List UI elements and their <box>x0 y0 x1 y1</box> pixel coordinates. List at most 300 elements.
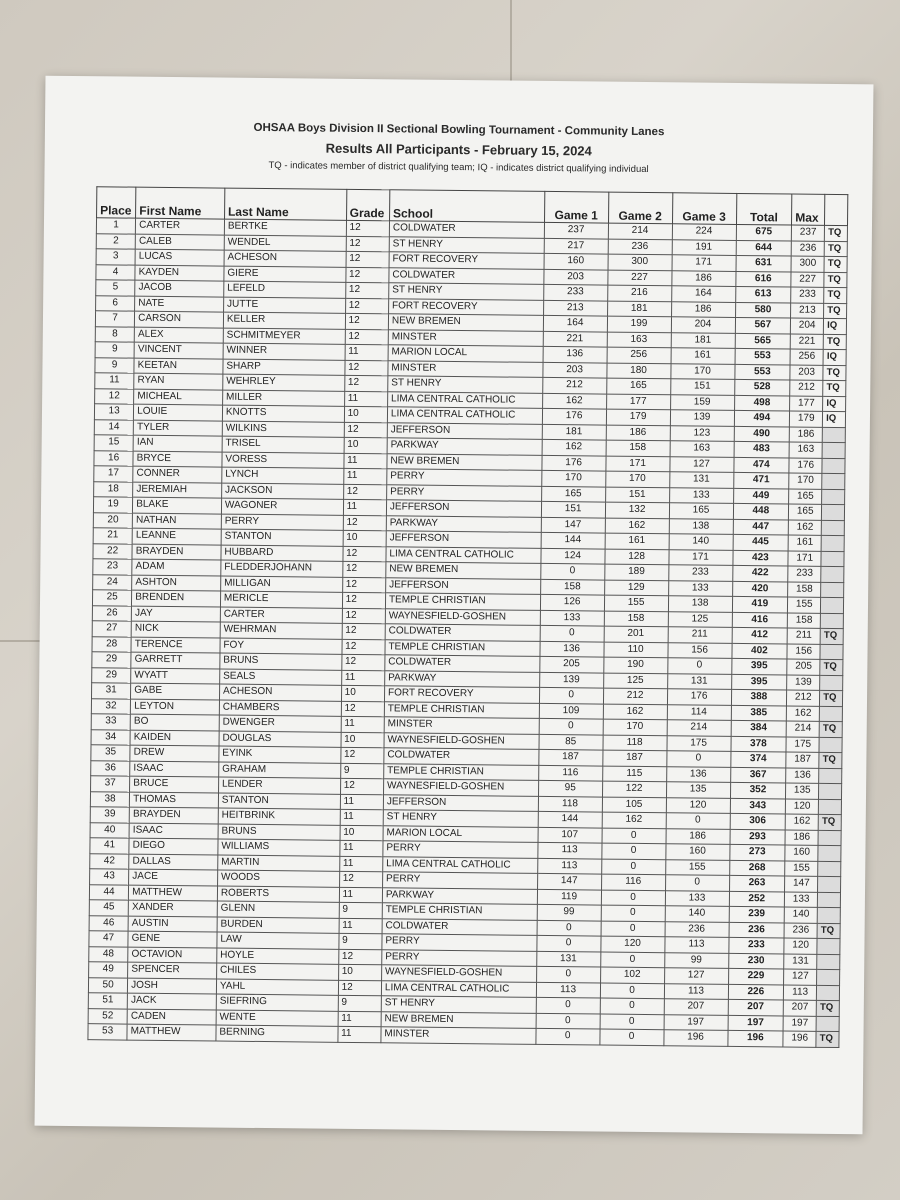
cell-place: 7 <box>95 311 134 327</box>
cell-last-name: BURDEN <box>217 917 339 934</box>
cell-first-name: BRENDEN <box>132 590 221 606</box>
cell-place: 19 <box>93 497 132 513</box>
cell-grade: 11 <box>341 716 384 732</box>
cell-grade: 11 <box>344 391 387 407</box>
cell-total: 422 <box>732 565 788 581</box>
cell-school: WAYNESFIELD-GOSHEN <box>381 965 536 982</box>
legend-note: TQ - indicates member of district qualifying team; IQ - indicates district qualifying individual <box>268 160 649 176</box>
cell-max: 113 <box>784 984 817 1000</box>
cell-grade: 11 <box>344 453 387 469</box>
cell-game-1: 113 <box>538 842 602 858</box>
cell-school: TEMPLE CHRISTIAN <box>385 639 540 656</box>
cell-game-2: 0 <box>601 921 665 937</box>
cell-first-name: JACOB <box>135 280 224 296</box>
cell-place: 38 <box>90 791 129 807</box>
cell-total: 197 <box>728 1015 784 1031</box>
cell-total: 423 <box>732 550 788 566</box>
cell-qualifier: IQ <box>824 318 847 334</box>
cell-school: JEFFERSON <box>387 422 542 439</box>
cell-max: 162 <box>787 705 820 721</box>
cell-school: PARKWAY <box>386 515 541 532</box>
cell-game-2: 105 <box>602 797 666 813</box>
cell-game-1: 85 <box>539 734 603 750</box>
cell-max: 186 <box>789 427 822 443</box>
cell-game-2: 0 <box>600 983 664 999</box>
cell-game-1: 165 <box>541 486 605 502</box>
cell-game-2: 162 <box>602 812 666 828</box>
cell-first-name: CONNER <box>133 466 222 482</box>
cell-qualifier <box>817 938 840 954</box>
cell-last-name: HOYLE <box>217 948 339 965</box>
cell-max: 227 <box>791 272 824 288</box>
cell-school: MINSTER <box>388 360 543 377</box>
cell-qualifier <box>820 644 843 660</box>
cell-place: 32 <box>91 698 130 714</box>
cell-place: 28 <box>92 636 131 652</box>
cell-qualifier: IQ <box>823 411 846 427</box>
cell-max: 165 <box>789 504 822 520</box>
cell-max: 196 <box>783 1031 816 1047</box>
cell-qualifier <box>816 1016 839 1032</box>
cell-school: COLDWATER <box>389 221 544 238</box>
cell-total: 528 <box>734 379 790 395</box>
cell-grade: 12 <box>345 329 388 345</box>
cell-first-name: JOSH <box>128 978 217 994</box>
cell-game-2: 128 <box>605 549 669 565</box>
cell-first-name: RYAN <box>134 373 223 389</box>
floor-grout-line <box>0 640 40 642</box>
cell-total: 230 <box>728 953 784 969</box>
cell-first-name: TERENCE <box>131 637 220 653</box>
cell-game-1: 0 <box>536 1028 600 1044</box>
cell-school: PARKWAY <box>385 670 540 687</box>
document-title: OHSAA Boys Division II Sectional Bowling Tournament - Community Lanes <box>253 121 665 139</box>
cell-max: 175 <box>786 736 819 752</box>
cell-game-1: 95 <box>538 780 602 796</box>
cell-place: 2 <box>96 233 135 249</box>
cell-place: 23 <box>93 559 132 575</box>
cell-game-1: 109 <box>539 703 603 719</box>
cell-place: 24 <box>93 574 132 590</box>
cell-game-3: 186 <box>666 828 730 844</box>
cell-game-1: 187 <box>538 749 602 765</box>
cell-place: 35 <box>91 745 130 761</box>
cell-place: 13 <box>94 404 133 420</box>
cell-game-3: 125 <box>668 611 732 627</box>
cell-last-name: ROBERTS <box>217 886 339 903</box>
cell-first-name: JACK <box>127 993 216 1009</box>
cell-qualifier: TQ <box>819 752 842 768</box>
cell-qualifier <box>822 442 845 458</box>
cell-game-1: 0 <box>536 997 600 1013</box>
cell-qualifier <box>822 473 845 489</box>
cell-game-3: 127 <box>664 968 728 984</box>
cell-game-3: 99 <box>664 952 728 968</box>
cell-max: 133 <box>785 891 818 907</box>
cell-game-2: 118 <box>603 735 667 751</box>
cell-first-name: MATTHEW <box>127 1024 216 1040</box>
cell-qualifier: TQ <box>823 365 846 381</box>
cell-grade: 12 <box>342 561 385 577</box>
cell-total: 263 <box>729 875 785 891</box>
cell-qualifier <box>818 876 841 892</box>
cell-last-name: HUBBARD <box>221 545 343 562</box>
cell-first-name: LOUIE <box>134 404 223 420</box>
cell-grade: 11 <box>338 1011 381 1027</box>
cell-game-3: 191 <box>672 239 736 255</box>
cell-max: 176 <box>789 458 822 474</box>
cell-place: 48 <box>89 946 128 962</box>
cell-first-name: KAYDEN <box>135 265 224 281</box>
cell-last-name: WENTE <box>216 1010 338 1027</box>
cell-place: 4 <box>96 264 135 280</box>
cell-total: 494 <box>734 410 790 426</box>
cell-place: 45 <box>89 900 128 916</box>
cell-max: 214 <box>786 721 819 737</box>
cell-first-name: LEYTON <box>131 699 220 715</box>
cell-max: 160 <box>785 845 818 861</box>
cell-game-2: 0 <box>600 998 664 1014</box>
cell-grade: 11 <box>341 670 384 686</box>
cell-game-3: 131 <box>667 673 731 689</box>
cell-game-1: 170 <box>541 470 605 486</box>
cell-max: 171 <box>788 550 821 566</box>
cell-game-2: 189 <box>604 564 668 580</box>
cell-max: 236 <box>784 922 817 938</box>
cell-last-name: KELLER <box>223 312 345 329</box>
cell-qualifier: TQ <box>817 923 840 939</box>
cell-game-1: 113 <box>537 858 601 874</box>
cell-grade: 9 <box>339 902 382 918</box>
cell-total: 553 <box>734 364 790 380</box>
cell-first-name: JAY <box>132 606 221 622</box>
cell-game-1: 99 <box>537 904 601 920</box>
cell-max: 203 <box>790 365 823 381</box>
cell-first-name: VINCENT <box>134 342 223 358</box>
cell-last-name: WILKINS <box>222 421 344 438</box>
cell-school: FORT RECOVERY <box>384 686 539 703</box>
cell-qualifier <box>819 737 842 753</box>
cell-last-name: ACHESON <box>224 250 346 267</box>
col-header-max: Max <box>792 194 825 225</box>
cell-max: 158 <box>788 581 821 597</box>
cell-first-name: ADAM <box>132 559 221 575</box>
col-header-last-name: Last Name <box>224 188 346 220</box>
cell-grade: 11 <box>340 809 383 825</box>
cell-place: 27 <box>92 621 131 637</box>
cell-max: 179 <box>790 411 823 427</box>
cell-school: NEW BREMEN <box>386 562 541 579</box>
cell-first-name: BLAKE <box>133 497 222 513</box>
cell-game-1: 158 <box>540 579 604 595</box>
cell-game-1: 221 <box>543 331 607 347</box>
cell-total: 567 <box>735 317 791 333</box>
col-header-game-3: Game 3 <box>672 193 736 225</box>
cell-game-1: 144 <box>538 811 602 827</box>
cell-game-1: 136 <box>540 641 604 657</box>
cell-total: 378 <box>730 736 786 752</box>
cell-total: 273 <box>729 844 785 860</box>
cell-max: 233 <box>791 287 824 303</box>
cell-total: 498 <box>734 395 790 411</box>
cell-school: PARKWAY <box>382 887 537 904</box>
cell-qualifier <box>820 675 843 691</box>
cell-max: 213 <box>791 303 824 319</box>
cell-total: 420 <box>732 581 788 597</box>
cell-total: 644 <box>736 240 792 256</box>
col-header-grade: Grade <box>346 189 390 220</box>
cell-total: 471 <box>733 472 789 488</box>
cell-game-1: 131 <box>536 951 600 967</box>
col-header-school: School <box>389 190 544 223</box>
cell-grade: 12 <box>345 267 388 283</box>
cell-school: PERRY <box>383 841 538 858</box>
cell-grade: 12 <box>342 608 385 624</box>
cell-place: 21 <box>93 528 132 544</box>
cell-school: PERRY <box>382 949 537 966</box>
cell-first-name: GENE <box>128 931 217 947</box>
cell-max: 158 <box>787 612 820 628</box>
cell-game-2: 190 <box>603 657 667 673</box>
cell-last-name: WILLIAMS <box>218 839 340 856</box>
cell-game-2: 0 <box>601 905 665 921</box>
cell-grade: 12 <box>338 949 381 965</box>
cell-first-name: LUCAS <box>135 249 224 265</box>
cell-game-3: 131 <box>669 472 733 488</box>
cell-qualifier <box>820 613 843 629</box>
cell-game-3: 197 <box>664 1014 728 1030</box>
cell-last-name: WENDEL <box>224 235 346 252</box>
cell-game-2: 170 <box>603 719 667 735</box>
cell-qualifier <box>821 520 844 536</box>
cell-school: WAYNESFIELD-GOSHEN <box>383 779 538 796</box>
cell-total: 293 <box>730 829 786 845</box>
cell-first-name: BRAYDEN <box>129 807 218 823</box>
cell-place: 34 <box>91 729 130 745</box>
cell-grade: 11 <box>343 468 386 484</box>
cell-place: 9 <box>95 342 134 358</box>
cell-total: 236 <box>729 922 785 938</box>
cell-school: JEFFERSON <box>383 794 538 811</box>
cell-grade: 12 <box>343 515 386 531</box>
cell-grade: 11 <box>339 887 382 903</box>
cell-qualifier: IQ <box>823 349 846 365</box>
cell-game-2: 201 <box>604 626 668 642</box>
cell-total: 449 <box>733 488 789 504</box>
cell-total: 374 <box>730 751 786 767</box>
cell-game-2: 115 <box>602 766 666 782</box>
cell-total: 445 <box>733 534 789 550</box>
cell-grade: 12 <box>343 546 386 562</box>
cell-max: 197 <box>783 1015 816 1031</box>
cell-game-1: 126 <box>540 594 604 610</box>
cell-grade: 12 <box>341 701 384 717</box>
cell-place: 3 <box>96 249 135 265</box>
cell-game-3: 161 <box>671 348 735 364</box>
cell-game-3: 135 <box>666 782 730 798</box>
cell-place: 29 <box>92 667 131 683</box>
cell-place: 17 <box>94 466 133 482</box>
col-header-game-2: Game 2 <box>608 192 672 224</box>
col-header-total: Total <box>736 193 792 225</box>
cell-last-name: FLEDDERJOHANN <box>221 560 343 577</box>
cell-last-name: STANTON <box>221 529 343 546</box>
cell-first-name: MATTHEW <box>129 885 218 901</box>
cell-qualifier: TQ <box>818 814 841 830</box>
cell-game-2: 151 <box>605 487 669 503</box>
cell-game-1: 139 <box>539 672 603 688</box>
cell-game-1: 164 <box>543 315 607 331</box>
cell-place: 36 <box>91 760 130 776</box>
cell-game-1: 162 <box>542 393 606 409</box>
cell-total: 402 <box>731 643 787 659</box>
cell-game-2: 155 <box>604 595 668 611</box>
cell-game-2: 158 <box>604 611 668 627</box>
cell-game-1: 116 <box>538 765 602 781</box>
cell-qualifier <box>817 969 840 985</box>
cell-game-3: 159 <box>670 394 734 410</box>
cell-game-2: 0 <box>600 952 664 968</box>
cell-qualifier <box>821 582 844 598</box>
cell-max: 212 <box>790 380 823 396</box>
cell-max: 163 <box>789 442 822 458</box>
cell-total: 631 <box>736 255 792 271</box>
cell-qualifier: TQ <box>824 241 847 257</box>
cell-grade: 12 <box>339 871 382 887</box>
cell-max: 155 <box>788 597 821 613</box>
cell-total: 388 <box>731 689 787 705</box>
cell-game-1: 147 <box>541 517 605 533</box>
cell-game-3: 176 <box>667 689 731 705</box>
results-body <box>88 218 848 1047</box>
cell-max: 165 <box>789 489 822 505</box>
col-header-place: Place <box>97 187 137 218</box>
cell-grade: 10 <box>344 437 387 453</box>
cell-place: 49 <box>89 962 128 978</box>
cell-max: 147 <box>785 876 818 892</box>
cell-school: MINSTER <box>381 1027 536 1044</box>
cell-grade: 12 <box>345 313 388 329</box>
cell-game-3: 0 <box>666 813 730 829</box>
cell-grade: 12 <box>344 375 387 391</box>
cell-qualifier <box>821 597 844 613</box>
cell-game-2: 0 <box>602 828 666 844</box>
cell-first-name: GARRETT <box>131 652 220 668</box>
cell-last-name: GIERE <box>224 266 346 283</box>
cell-school: NEW BREMEN <box>381 1011 536 1028</box>
cell-first-name: OCTAVION <box>128 947 217 963</box>
cell-game-3: 138 <box>669 518 733 534</box>
cell-game-1: 237 <box>544 222 608 238</box>
cell-max: 237 <box>792 225 825 241</box>
cell-total: 395 <box>731 658 787 674</box>
cell-game-3: 160 <box>665 844 729 860</box>
cell-last-name: MERICLE <box>220 591 342 608</box>
cell-grade: 10 <box>344 406 387 422</box>
cell-qualifier: TQ <box>816 1000 839 1016</box>
cell-total: 412 <box>732 627 788 643</box>
cell-game-1: 217 <box>544 238 608 254</box>
cell-game-1: 181 <box>542 424 606 440</box>
cell-last-name: EYINK <box>219 746 341 763</box>
cell-grade: 11 <box>339 918 382 934</box>
cell-max: 187 <box>786 752 819 768</box>
cell-game-3: 120 <box>666 797 730 813</box>
cell-game-2: 163 <box>607 332 671 348</box>
cell-place: 31 <box>92 683 131 699</box>
cell-max: 155 <box>785 860 818 876</box>
cell-first-name: KAIDEN <box>130 730 219 746</box>
cell-max: 131 <box>784 953 817 969</box>
cell-game-3: 196 <box>663 1030 727 1046</box>
cell-game-2: 199 <box>607 316 671 332</box>
col-header-first-name: First Name <box>136 187 225 219</box>
cell-first-name: GABE <box>131 683 220 699</box>
cell-first-name: BO <box>130 714 219 730</box>
cell-game-3: 163 <box>670 441 734 457</box>
cell-game-2: 102 <box>600 967 664 983</box>
cell-first-name: MICHEAL <box>134 389 223 405</box>
cell-place: 1 <box>96 218 135 234</box>
cell-grade: 10 <box>338 964 381 980</box>
cell-grade: 12 <box>338 980 381 996</box>
floor-grout-line <box>510 0 512 85</box>
cell-max: 233 <box>788 566 821 582</box>
cell-total: 448 <box>733 503 789 519</box>
cell-game-1: 0 <box>537 920 601 936</box>
cell-game-3: 151 <box>670 379 734 395</box>
cell-max: 120 <box>786 798 819 814</box>
cell-grade: 12 <box>346 220 389 236</box>
cell-grade: 10 <box>343 530 386 546</box>
cell-game-2: 110 <box>604 642 668 658</box>
cell-grade: 11 <box>339 840 382 856</box>
cell-first-name: WYATT <box>131 668 220 684</box>
cell-game-3: 155 <box>665 859 729 875</box>
cell-qualifier <box>817 954 840 970</box>
cell-place: 52 <box>88 1008 127 1024</box>
cell-first-name: ISAAC <box>130 761 219 777</box>
cell-grade: 10 <box>340 825 383 841</box>
cell-total: 252 <box>729 891 785 907</box>
cell-total: 367 <box>730 767 786 783</box>
cell-total: 306 <box>730 813 786 829</box>
cell-place: 6 <box>96 295 135 311</box>
cell-game-3: 171 <box>672 255 736 271</box>
cell-qualifier <box>817 985 840 1001</box>
cell-last-name: PERRY <box>221 514 343 531</box>
cell-last-name: JUTTE <box>223 297 345 314</box>
cell-last-name: BRUNS <box>220 653 342 670</box>
cell-qualifier: TQ <box>825 225 848 241</box>
cell-game-1: 176 <box>542 455 606 471</box>
cell-last-name: BERTKE <box>224 219 346 236</box>
cell-qualifier <box>819 783 842 799</box>
cell-total: 490 <box>734 426 790 442</box>
cell-game-1: 203 <box>544 269 608 285</box>
cell-first-name: NATHAN <box>132 513 221 529</box>
cell-total: 419 <box>732 596 788 612</box>
cell-school: FORT RECOVERY <box>389 252 544 269</box>
cell-first-name: JACE <box>129 869 218 885</box>
cell-qualifier <box>819 799 842 815</box>
cell-game-1: 212 <box>542 377 606 393</box>
cell-school: ST HENRY <box>383 810 538 827</box>
cell-game-1: 118 <box>538 796 602 812</box>
cell-qualifier <box>818 892 841 908</box>
cell-school: TEMPLE CHRISTIAN <box>382 903 537 920</box>
cell-max: 177 <box>790 396 823 412</box>
